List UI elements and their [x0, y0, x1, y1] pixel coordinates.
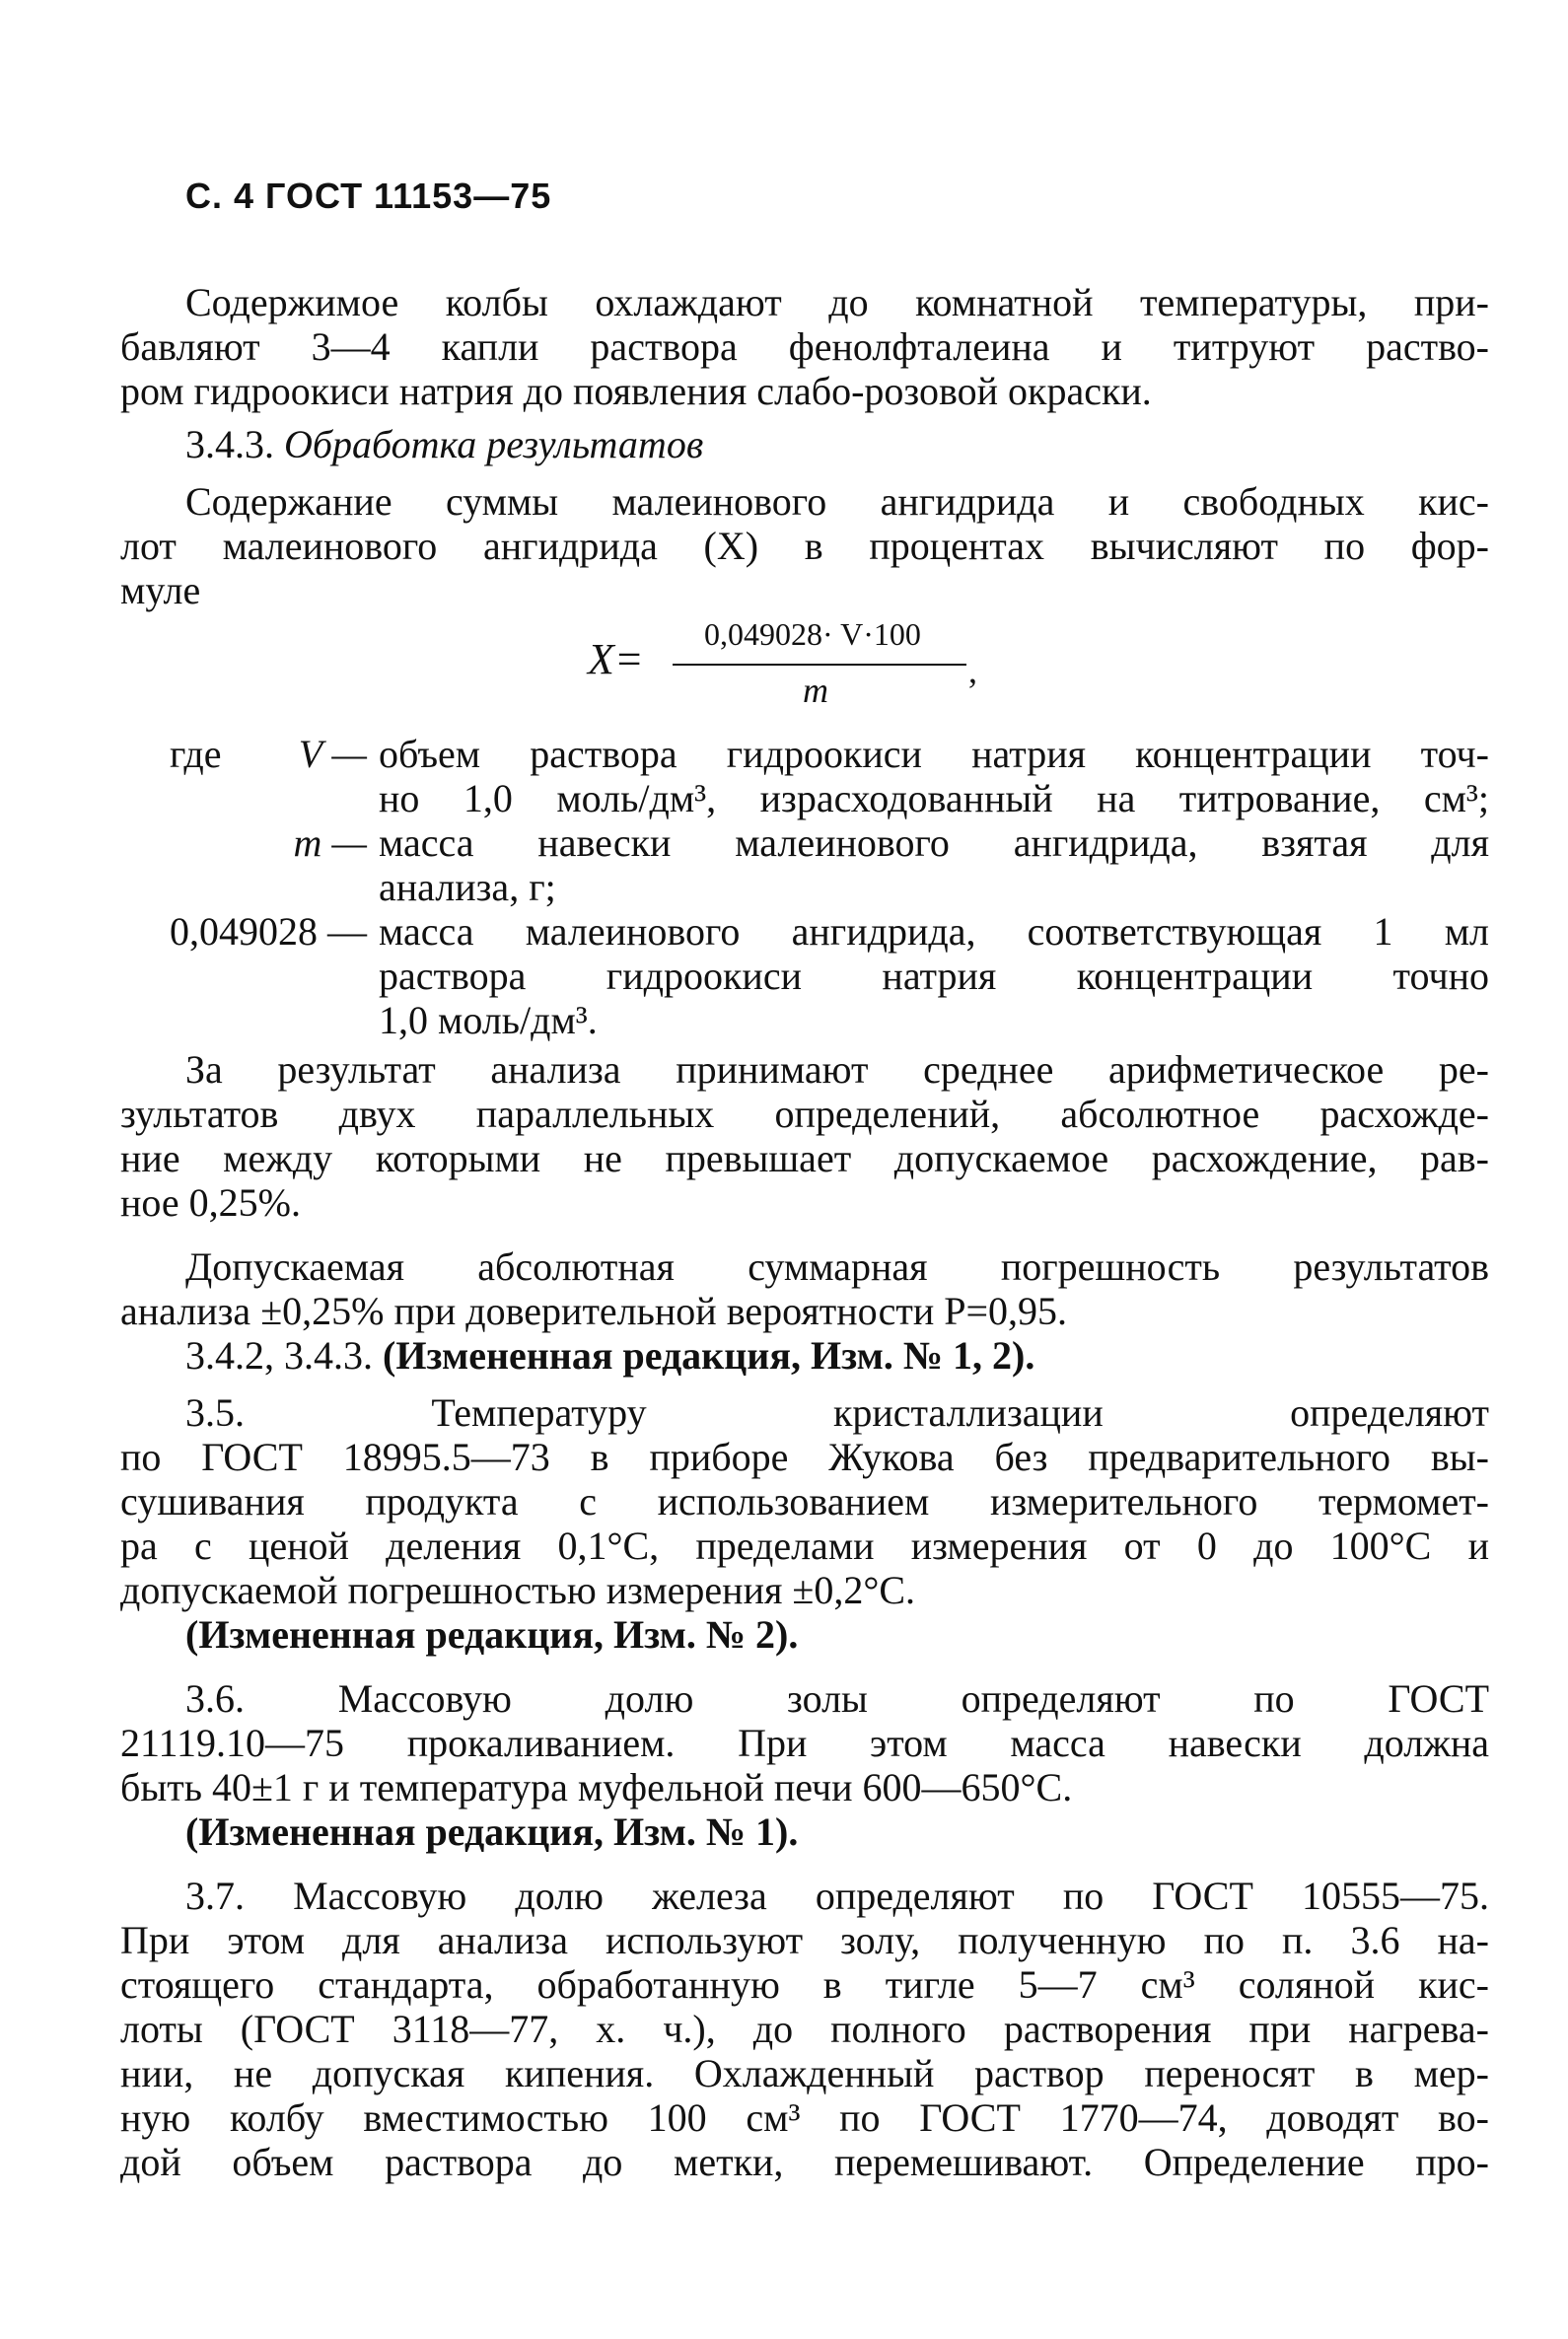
amendment-prefix: 3.4.2, 3.4.3.	[185, 1333, 373, 1378]
text-line: Допускаемая абсолютная суммарная погрешность результатов	[185, 1244, 1489, 1289]
text-line: масса навески малеинового ангидрида, взятая для	[379, 820, 1489, 865]
formula-numerator: 0,049028· V·100	[704, 616, 921, 652]
section-number: 3.4.3.	[185, 422, 274, 466]
definition-m	[120, 820, 1489, 909]
section-3-6	[120, 1676, 1489, 1854]
text-line: ную колбу вместимостью 100 см³ по ГОСТ 1770—74, доводят во-	[120, 2095, 1489, 2140]
text-line: Содержание суммы малеинового ангидрида и свободных кис-	[185, 479, 1489, 524]
definition-term: V —	[298, 732, 367, 776]
definition-constant	[120, 909, 1489, 1042]
text-line: нии, не допуская кипения. Охлажденный раствор переносят в мер-	[120, 2051, 1489, 2095]
text-line: муле	[120, 568, 201, 612]
text-line: лоты (ГОСТ 3118—77, х. ч.), до полного растворения при нагрева-	[120, 2007, 1489, 2051]
section-heading-3-4-3	[120, 422, 1489, 466]
text-line: 3.7. Массовую долю железа определяют по ГОСТ 10555—75.	[185, 1874, 1489, 1918]
text-line: масса малеинового ангидрида, соответствующая 1 мл	[379, 909, 1489, 954]
text-line: ние между которыми не превышает допускаемое расхождение, рав-	[120, 1136, 1489, 1180]
variable-definitions	[120, 732, 1489, 1042]
text-line: допускаемой погрешностью измерения ±0,2°С.	[120, 1568, 915, 1612]
paragraph-cooling	[120, 280, 1489, 413]
text-line: быть 40±1 г и температура муфельной печи 600—650°С.	[120, 1765, 1073, 1809]
text-line: анализа ±0,25% при доверительной вероятности P=0,95.	[120, 1289, 1068, 1333]
text-line: ром гидроокиси натрия до появления слабо-розовой окраски.	[120, 369, 1152, 413]
section-3-5	[120, 1390, 1489, 1657]
definition-v	[120, 732, 1489, 820]
amendment-text: (Измененная редакция, Изм. № 1, 2).	[383, 1333, 1035, 1378]
definition-term: 0,049028 —	[170, 909, 367, 954]
text-line: бавляют 3—4 капли раствора фенолфталеина и титруют раство-	[120, 324, 1489, 369]
text-line: дой объем раствора до метки, перемешивают. Определение про-	[120, 2140, 1489, 2184]
where-label: где	[170, 732, 222, 776]
text-line: 21119.10—75 прокаливанием. При этом масса навески должна	[120, 1721, 1489, 1765]
text-line: ра с ценой деления 0,1°С, пределами измерения от 0 до 100°С и	[120, 1524, 1489, 1568]
formula-denominator: m	[803, 671, 828, 710]
amendment-note	[120, 1333, 1489, 1378]
text-line: 3.5. Температуру кристаллизации определяют	[185, 1390, 1489, 1435]
text-line: За результат анализа принимают среднее арифметическое ре-	[185, 1047, 1489, 1092]
fraction-bar	[673, 664, 966, 666]
text-line: раствора гидроокиси натрия концентрации точно	[379, 954, 1489, 998]
amendment-text: (Измененная редакция, Изм. № 1).	[185, 1809, 799, 1854]
text-line: сушивания продукта с использованием измерительного термомет-	[120, 1479, 1489, 1524]
definition-term: m —	[293, 820, 367, 865]
text-line: ное 0,25%.	[120, 1180, 301, 1225]
section-3-7	[120, 1874, 1489, 2184]
text-line: 3.6. Массовую долю золы определяют по ГОСТ	[185, 1676, 1489, 1721]
section-title: Обработка результатов	[284, 422, 704, 466]
text-line: При этом для анализа используют золу, полученную по п. 3.6 на-	[120, 1918, 1489, 1962]
text-line: анализа, г;	[379, 865, 556, 909]
paragraph-error	[120, 1244, 1489, 1333]
amendment-text: (Измененная редакция, Изм. № 2).	[185, 1612, 799, 1657]
text-line: по ГОСТ 18995.5—73 в приборе Жукова без предварительного вы-	[120, 1435, 1489, 1479]
paragraph-content-sum	[120, 479, 1489, 612]
text-line: но 1,0 моль/дм³, израсходованный на титрование, см³;	[379, 776, 1489, 820]
text-line: Содержимое колбы охлаждают до комнатной температуры, при-	[185, 280, 1489, 324]
formula-lhs: X=	[588, 635, 644, 683]
page-header: С. 4 ГОСТ 11153—75	[185, 176, 552, 216]
text-line: стоящего стандарта, обработанную в тигле 5—7 см³ соляной кис-	[120, 1962, 1489, 2007]
text-line: 1,0 моль/дм³.	[379, 998, 598, 1042]
text-line: лот малеинового ангидрида (X) в процентах вычисляют по фор-	[120, 524, 1489, 568]
formula-comma: ,	[968, 651, 977, 690]
paragraph-result	[120, 1047, 1489, 1225]
text-line: объем раствора гидроокиси натрия концентрации точ-	[379, 732, 1489, 776]
text-line: зультатов двух параллельных определений, абсолютное расхожде-	[120, 1092, 1489, 1136]
